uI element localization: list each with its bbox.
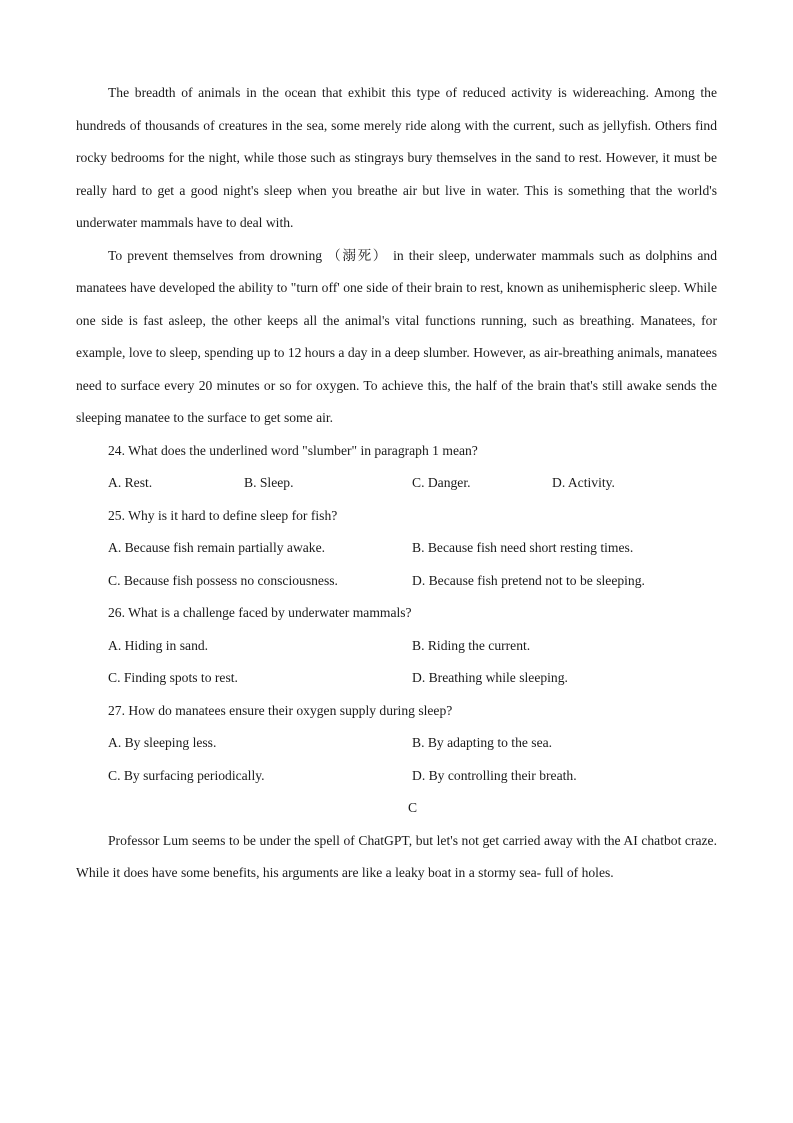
question-26-options-row-1: [76, 630, 717, 663]
option-24-b: B. Sleep.: [244, 475, 294, 490]
option-25-b: B. Because fish need short resting times.: [412, 540, 634, 555]
option-24-a: A. Rest.: [108, 475, 153, 490]
option-27-d: D. By controlling their breath.: [412, 767, 577, 783]
question-26: 26. What is a challenge faced by underwater mammals?: [108, 605, 412, 620]
passage-paragraph-2: To prevent themselves from drowning （溺死） in their sleep, underwater mammals such as dolphins and manatees have developed the ability to "turn off' one side of their brain to rest, known as unihemispheric sleep. While one side is fast asleep, the other keeps all the animal's vital functions running, such as breathing. Manatees, for example, love to sleep, spending up to 12 hours a day in a deep slumber. However, as air-breathing animals, manatees need to surface every 20 minutes or so for oxygen. To achieve this, the half of the brain that's still awake sends the sleeping manatee to the surface to get some air.: [76, 247, 717, 425]
option-26-c: C. Finding spots to rest.: [108, 670, 238, 685]
option-25-c: C. Because fish possess no consciousness.: [108, 572, 338, 588]
question-25-options-row-2: [76, 565, 717, 598]
option-26-b: B. Riding the current.: [412, 637, 531, 653]
document-page: [76, 77, 717, 890]
question-24: 24. What does the underlined word "slumber" in paragraph 1 mean?: [108, 442, 478, 458]
section-heading: C: [407, 800, 418, 815]
option-25-a: A. Because fish remain partially awake.: [108, 540, 326, 555]
question-27-options-row-2: [76, 760, 717, 793]
option-24-c: C. Danger.: [412, 475, 471, 490]
passage-paragraph-1: The breadth of animals in the ocean that exhibit this type of reduced activity is widereaching. Among the hundreds of thousands of creatures in the sea, some merely ride along with the current, such as jellyfish. Others find rocky bedrooms for the night, while those such as stingrays bury themselves in the sand to rest. However, it must be really hard to get a good night's sleep when you breathe air but live in water. This is something that the world's underwater mammals have to deal with.: [76, 85, 717, 230]
passage-c-paragraph-1: Professor Lum seems to be under the spell of ChatGPT, but let's not get carried away with the AI chatbot craze. While it does have some benefits, his arguments are like a leaky boat in a stormy sea- full of holes.: [76, 832, 717, 880]
question-25: 25. Why is it hard to define sleep for fish?: [108, 507, 338, 523]
question-27-options-row-1: [76, 727, 717, 760]
option-27-a: A. By sleeping less.: [108, 735, 217, 750]
option-27-b: B. By adapting to the sea.: [412, 735, 553, 750]
option-24-d: D. Activity.: [552, 475, 615, 490]
question-27: 27. How do manatees ensure their oxygen supply during sleep?: [108, 702, 453, 718]
question-24-options: [76, 467, 717, 500]
option-26-d: D. Breathing while sleeping.: [412, 670, 568, 685]
option-26-a: A. Hiding in sand.: [108, 637, 209, 653]
option-25-d: D. Because fish pretend not to be sleeping.: [412, 572, 645, 588]
question-26-options-row-2: [76, 662, 717, 695]
option-27-c: C. By surfacing periodically.: [108, 767, 265, 783]
question-25-options-row-1: [76, 532, 717, 565]
